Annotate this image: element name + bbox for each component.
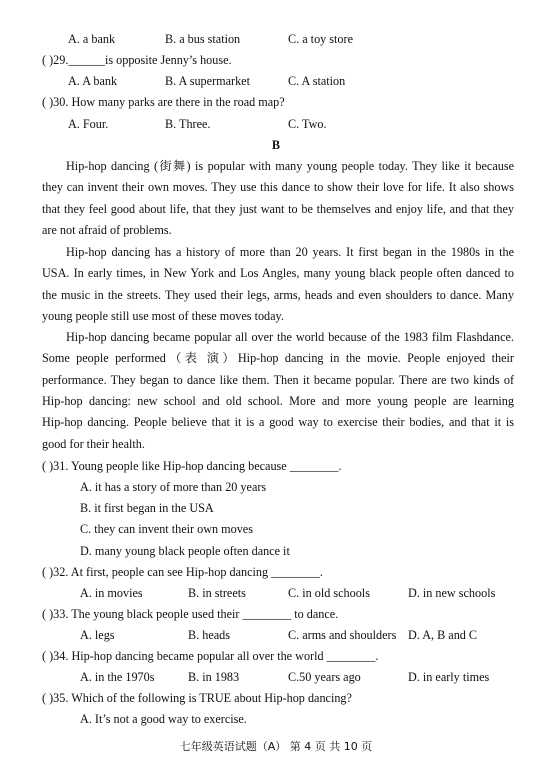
q33-stem: ( )33. The young black people used their ________ to dance. bbox=[42, 607, 339, 621]
q31-stem: ( )31. Young people like Hip-hop dancing because ________. bbox=[42, 459, 342, 473]
q31-option-b: B. it first began in the USA bbox=[80, 501, 214, 515]
q34-option-a: A. in the 1970s bbox=[80, 670, 155, 684]
q32-option-d: D. in new schools bbox=[408, 586, 496, 600]
q32-option-b: B. in streets bbox=[188, 586, 246, 600]
p2-line-4: young people still use most of these moves today. bbox=[42, 309, 284, 324]
q33-option-c: C. arms and shoulders bbox=[288, 628, 397, 642]
passage-paragraph-2 bbox=[42, 242, 514, 327]
q29-option-b: B. A supermarket bbox=[165, 74, 250, 88]
q33-option-d: D. A, B and C bbox=[408, 628, 478, 642]
q30-stem: ( )30. How many parks are there in the road map? bbox=[42, 95, 285, 109]
q29-option-a: A. A bank bbox=[68, 74, 118, 88]
q32-option-a: A. in movies bbox=[80, 586, 143, 600]
p3-line-4: Hip-hop dancing: new school and old school. More and more young people are learning bbox=[42, 394, 514, 409]
q33-option-a: A. legs bbox=[80, 628, 115, 642]
q33-options bbox=[0, 627, 552, 643]
q34-option-b: B. in 1983 bbox=[188, 670, 240, 684]
q35-option-a: A. It’s not a good way to exercise. bbox=[80, 712, 247, 726]
q33-option-b: B. heads bbox=[188, 628, 230, 642]
section-b-heading: B bbox=[271, 138, 281, 152]
p1-line-1: Hip-hop dancing (街舞) is popular with many young people today. They like it because bbox=[66, 159, 514, 173]
q30-option-a: A. Four. bbox=[68, 117, 109, 131]
q30-options bbox=[0, 116, 552, 132]
p1-line-3: that they feel good about life, that they just want to be themselves and enjoy life, and that they bbox=[42, 201, 514, 216]
passage-paragraph-3 bbox=[42, 327, 514, 455]
q34-stem: ( )34. Hip-hop dancing became popular all over the world ________. bbox=[42, 649, 379, 663]
q32-stem: ( )32. At first, people can see Hip-hop dancing ________. bbox=[42, 565, 323, 579]
q28-option-b: B. a bus station bbox=[165, 32, 241, 46]
p2-line-3: the music in the streets. They used their legs, arms, heads and even shoulders to dance. Many bbox=[42, 287, 514, 302]
page-footer: 七年级英语试题（A） 第 4 页 共 10 页 bbox=[179, 740, 373, 753]
q30-option-b: B. Three. bbox=[165, 117, 211, 131]
q28-option-a: A. a bank bbox=[68, 32, 116, 46]
p3-line-6: good for their health. bbox=[42, 436, 145, 451]
q34-option-d: D. in early times bbox=[408, 670, 490, 684]
q31-option-a: A. it has a story of more than 20 years bbox=[80, 480, 267, 494]
passage-paragraph-1 bbox=[42, 156, 514, 241]
q31-option-d: D. many young black people often dance it bbox=[80, 544, 290, 558]
q34-option-c: C.50 years ago bbox=[288, 670, 361, 684]
q32-options bbox=[0, 585, 552, 601]
p3-line-5: Hip-hop dancing. People believe that it is a good way to exercise their bodies, and that it is bbox=[42, 415, 514, 430]
q32-option-c: C. in old schools bbox=[288, 586, 370, 600]
q31-option-c: C. they can invent their own moves bbox=[80, 522, 253, 536]
p1-line-2: they can invent their own moves. They use this dance to show their love for life. It also shows bbox=[42, 180, 514, 195]
q30-option-c: C. Two. bbox=[288, 117, 327, 131]
q29-options bbox=[0, 73, 552, 89]
p3-line-3: performance. They began to dance like them. Then it became popular. There are two kinds of bbox=[42, 372, 514, 387]
q28-option-c: C. a toy store bbox=[288, 32, 353, 46]
q34-options bbox=[0, 669, 552, 685]
q35-stem: ( )35. Which of the following is TRUE about Hip-hop dancing? bbox=[42, 691, 352, 705]
q28-options bbox=[0, 31, 552, 47]
p3-line-2: Some people performed（表 演）Hip-hop dancing in the movie. People enjoyed their bbox=[42, 351, 514, 366]
q29-stem: ( )29.______is opposite Jenny’s house. bbox=[42, 53, 232, 67]
q29-option-c: C. A station bbox=[288, 74, 346, 88]
p2-line-2: USA. In early times, in New York and Los Angles, many young black people often danced to bbox=[42, 266, 514, 281]
p3-line-1: Hip-hop dancing became popular all over the world because of the 1983 film Flashdance. bbox=[66, 330, 514, 344]
p2-line-1: Hip-hop dancing has a history of more than 20 years. It first began in the 1980s in the bbox=[66, 245, 514, 259]
p1-line-4: are not afraid of problems. bbox=[42, 223, 172, 238]
